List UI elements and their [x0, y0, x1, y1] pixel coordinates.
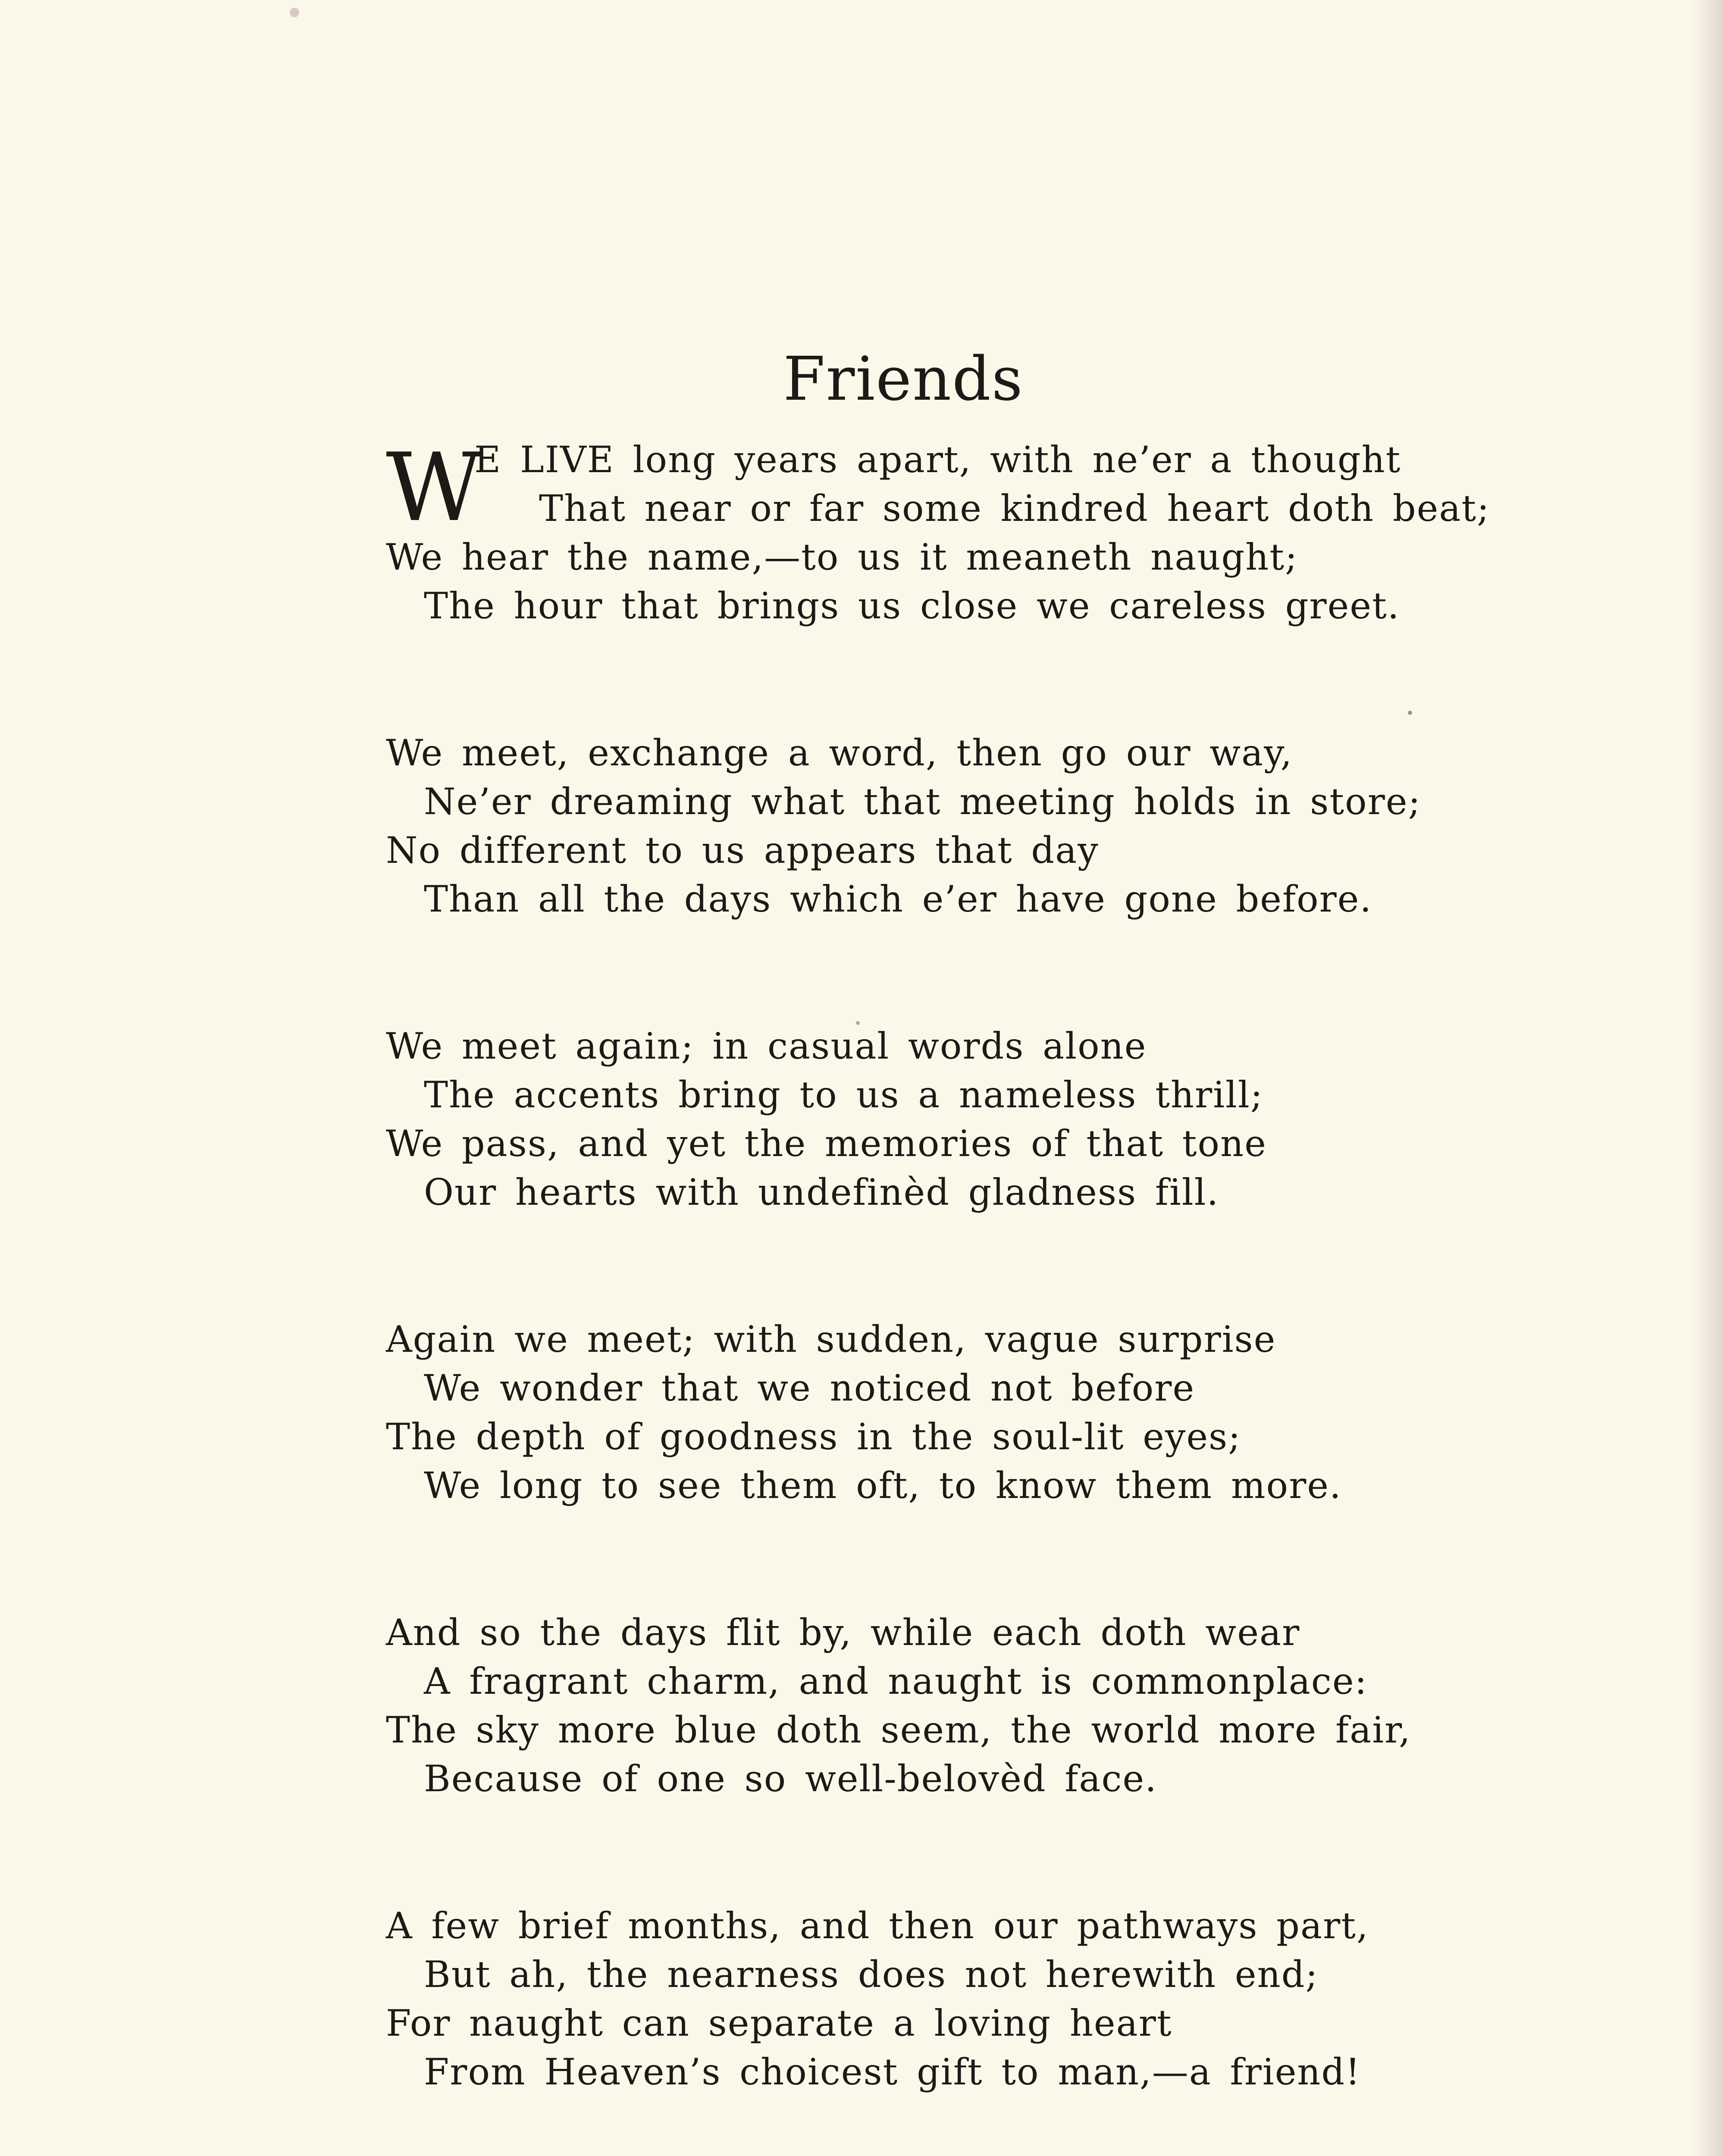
poem-line: We wonder that we noticed not before: [424, 1367, 1195, 1409]
poem-line: The sky more blue doth seem, the world more fair,: [386, 1709, 1411, 1751]
stanza-6: [386, 1902, 1636, 2096]
poem-title: Friends: [783, 344, 1024, 414]
stanza-2: [386, 729, 1636, 924]
poem-line: For naught can separate a loving heart: [386, 2002, 1172, 2044]
poem-line: The depth of goodness in the soul-lit eyes;: [386, 1416, 1241, 1458]
stanza-1: [386, 433, 1636, 630]
poem-line: That near or far some kindred heart doth beat;: [539, 487, 1490, 530]
poem-line: We meet again; in casual words alone: [386, 1025, 1147, 1067]
poem-line: A few brief months, and then our pathways part,: [386, 1905, 1369, 1947]
poem-line: No different to us appears that day: [386, 829, 1099, 871]
poem-body: [386, 433, 1636, 2156]
paper-speck: [290, 8, 299, 17]
poem-line: Because of one so well-belovèd face.: [424, 1758, 1157, 1800]
poem-line: We hear the name,—to us it meaneth naught;: [386, 536, 1298, 578]
poem-line: We long to see them oft, to know them more.: [424, 1464, 1342, 1507]
poem-line: But ah, the nearness does not herewith end;: [424, 1953, 1319, 1996]
page-edge-shading: [1693, 0, 1723, 2156]
poem-line: The accents bring to us a nameless thrill;: [424, 1074, 1264, 1116]
poem-line: Than all the days which e’er have gone before.: [424, 878, 1372, 920]
poem-line: Our hearts with undefinèd gladness fill.: [424, 1171, 1219, 1213]
drop-cap: W: [386, 433, 483, 542]
poem-line: We pass, and yet the memories of that tone: [386, 1122, 1267, 1165]
poem-line: We meet, exchange a word, then go our way,: [386, 732, 1293, 774]
stanza-5: [386, 1608, 1636, 1803]
poem-line: From Heaven’s choicest gift to man,—a friend!: [424, 2051, 1361, 2093]
first-couplet-with-drop-cap: [386, 433, 1636, 542]
poem-line: A fragrant charm, and naught is commonplace:: [424, 1660, 1368, 1702]
poem-line: The hour that brings us close we careless greet.: [424, 585, 1400, 627]
poem-line: And so the days flit by, while each doth wear: [386, 1611, 1300, 1654]
stanza-3: [386, 1022, 1636, 1217]
poem-line: Again we meet; with sudden, vague surprise: [386, 1318, 1276, 1360]
stanza-4: [386, 1315, 1636, 1510]
poem-line: E LIVE long years apart, with ne’er a thought: [474, 439, 1401, 481]
poem-line: Ne’er dreaming what that meeting holds in store;: [424, 780, 1421, 823]
